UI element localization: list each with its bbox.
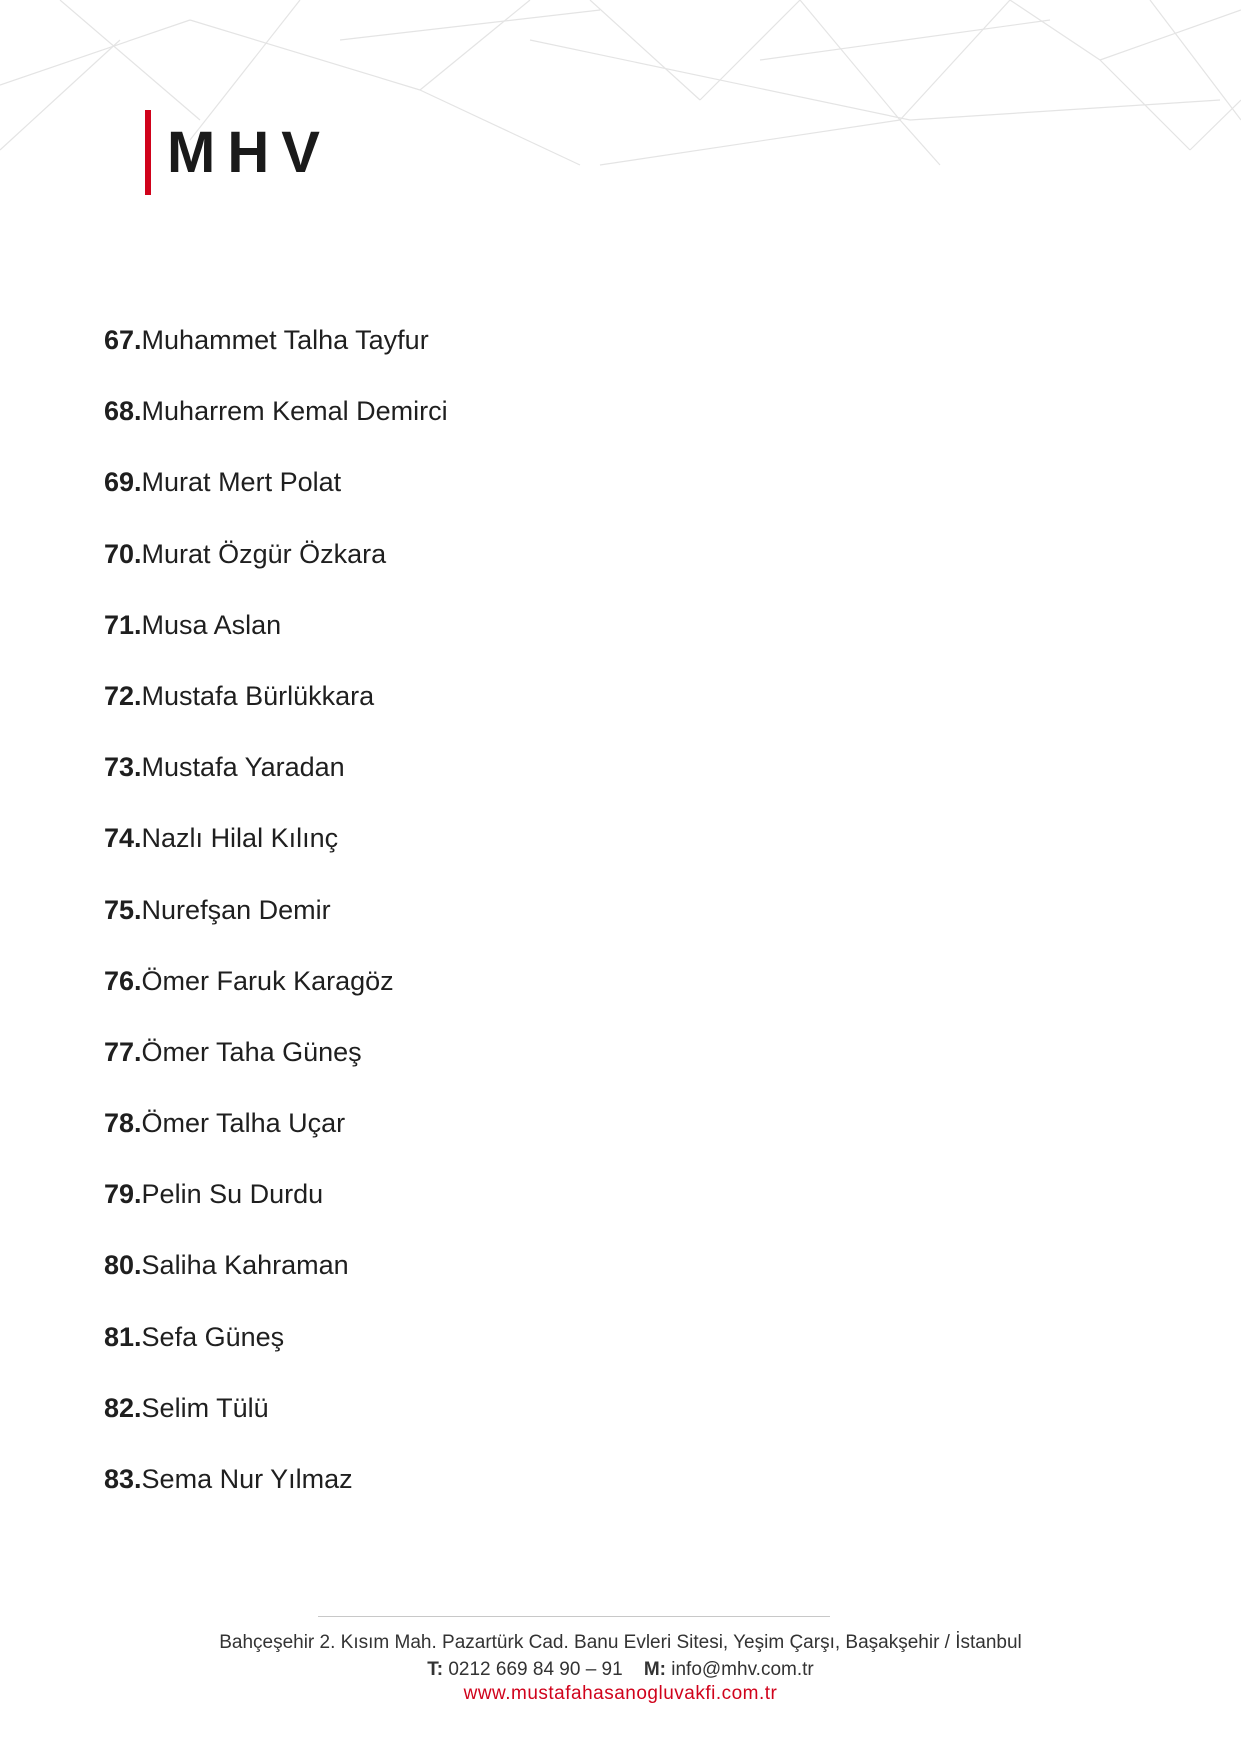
list-item-name: Muhammet Talha Tayfur: [141, 325, 429, 355]
list-item-number: 67.: [104, 325, 142, 355]
list-item-number: 73.: [104, 752, 142, 783]
list-item: [104, 1243, 448, 1314]
list-item-name: Mustafa Yaradan: [141, 752, 345, 783]
list-item-name: Musa Aslan: [141, 609, 282, 640]
list-item-number: 76.: [104, 965, 142, 996]
list-item: [104, 389, 448, 460]
footer-website[interactable]: www.mustafahasanogluvakfi.com.tr: [463, 1683, 778, 1704]
list-item-number: 74.: [104, 823, 142, 854]
list-item-name: Ömer Talha Uçar: [141, 1108, 346, 1139]
list-item: [104, 603, 448, 674]
list-item: [104, 1030, 448, 1101]
list-item-number: 83.: [104, 1464, 142, 1494]
list-item-name: Murat Mert Polat: [141, 467, 342, 498]
list-item-name: Murat Özgür Özkara: [141, 538, 387, 569]
name-list: [104, 318, 448, 1528]
mhv-logo: [145, 110, 332, 195]
list-item-number: 69.: [104, 467, 142, 498]
list-item: [104, 1172, 448, 1243]
list-item: [104, 745, 448, 816]
list-item-number: 81.: [104, 1321, 142, 1352]
list-item: [104, 1386, 448, 1457]
list-item-name: Ömer Taha Güneş: [141, 1036, 362, 1067]
list-item: [104, 888, 448, 959]
list-item-number: 70.: [104, 538, 142, 569]
list-item: [104, 318, 448, 389]
list-item-number: 71.: [104, 609, 142, 640]
list-item-name: Sema Nur Yılmaz: [141, 1464, 353, 1494]
list-item-name: Nurefşan Demir: [141, 894, 331, 925]
list-item: [104, 959, 448, 1030]
list-item-name: Ömer Faruk Karagöz: [141, 965, 394, 996]
list-item: [104, 1101, 448, 1172]
list-item: [104, 816, 448, 887]
list-item-name: Sefa Güneş: [141, 1321, 285, 1352]
list-item: [104, 674, 448, 745]
footer-address: Bahçeşehir 2. Kısım Mah. Pazartürk Cad. Banu Evleri Sitesi, Yeşim Çarşı, Başakşehir / İstanbul: [219, 1632, 1022, 1653]
phone-number: 0212 669 84 90 – 91: [448, 1659, 623, 1680]
logo-text: MHV: [167, 120, 332, 185]
list-item: [104, 1457, 448, 1528]
list-item-number: 72.: [104, 680, 142, 711]
list-item-name: Mustafa Bürlükkara: [141, 680, 375, 711]
logo-red-bar: [145, 110, 151, 195]
list-item: [104, 1315, 448, 1386]
footer-contact: [0, 1659, 1241, 1681]
list-item-name: Pelin Su Durdu: [141, 1179, 324, 1210]
list-item-number: 79.: [104, 1179, 142, 1210]
list-item: [104, 532, 448, 603]
list-item-number: 68.: [104, 396, 142, 427]
list-item-number: 82.: [104, 1392, 142, 1423]
list-item-name: Muharrem Kemal Demirci: [141, 396, 448, 427]
list-item: [104, 460, 448, 531]
mail-label: M:: [643, 1659, 666, 1680]
list-item-name: Nazlı Hilal Kılınç: [141, 823, 339, 854]
footer-divider: [318, 1616, 830, 1617]
list-item-number: 77.: [104, 1036, 142, 1067]
list-item-number: 78.: [104, 1108, 142, 1139]
list-item-number: 80.: [104, 1250, 142, 1281]
list-item-name: Selim Tülü: [141, 1392, 269, 1423]
phone-label: T:: [427, 1659, 444, 1680]
mail-address[interactable]: info@mhv.com.tr: [671, 1659, 814, 1680]
list-item-name: Saliha Kahraman: [141, 1250, 349, 1281]
list-item-number: 75.: [104, 894, 142, 925]
